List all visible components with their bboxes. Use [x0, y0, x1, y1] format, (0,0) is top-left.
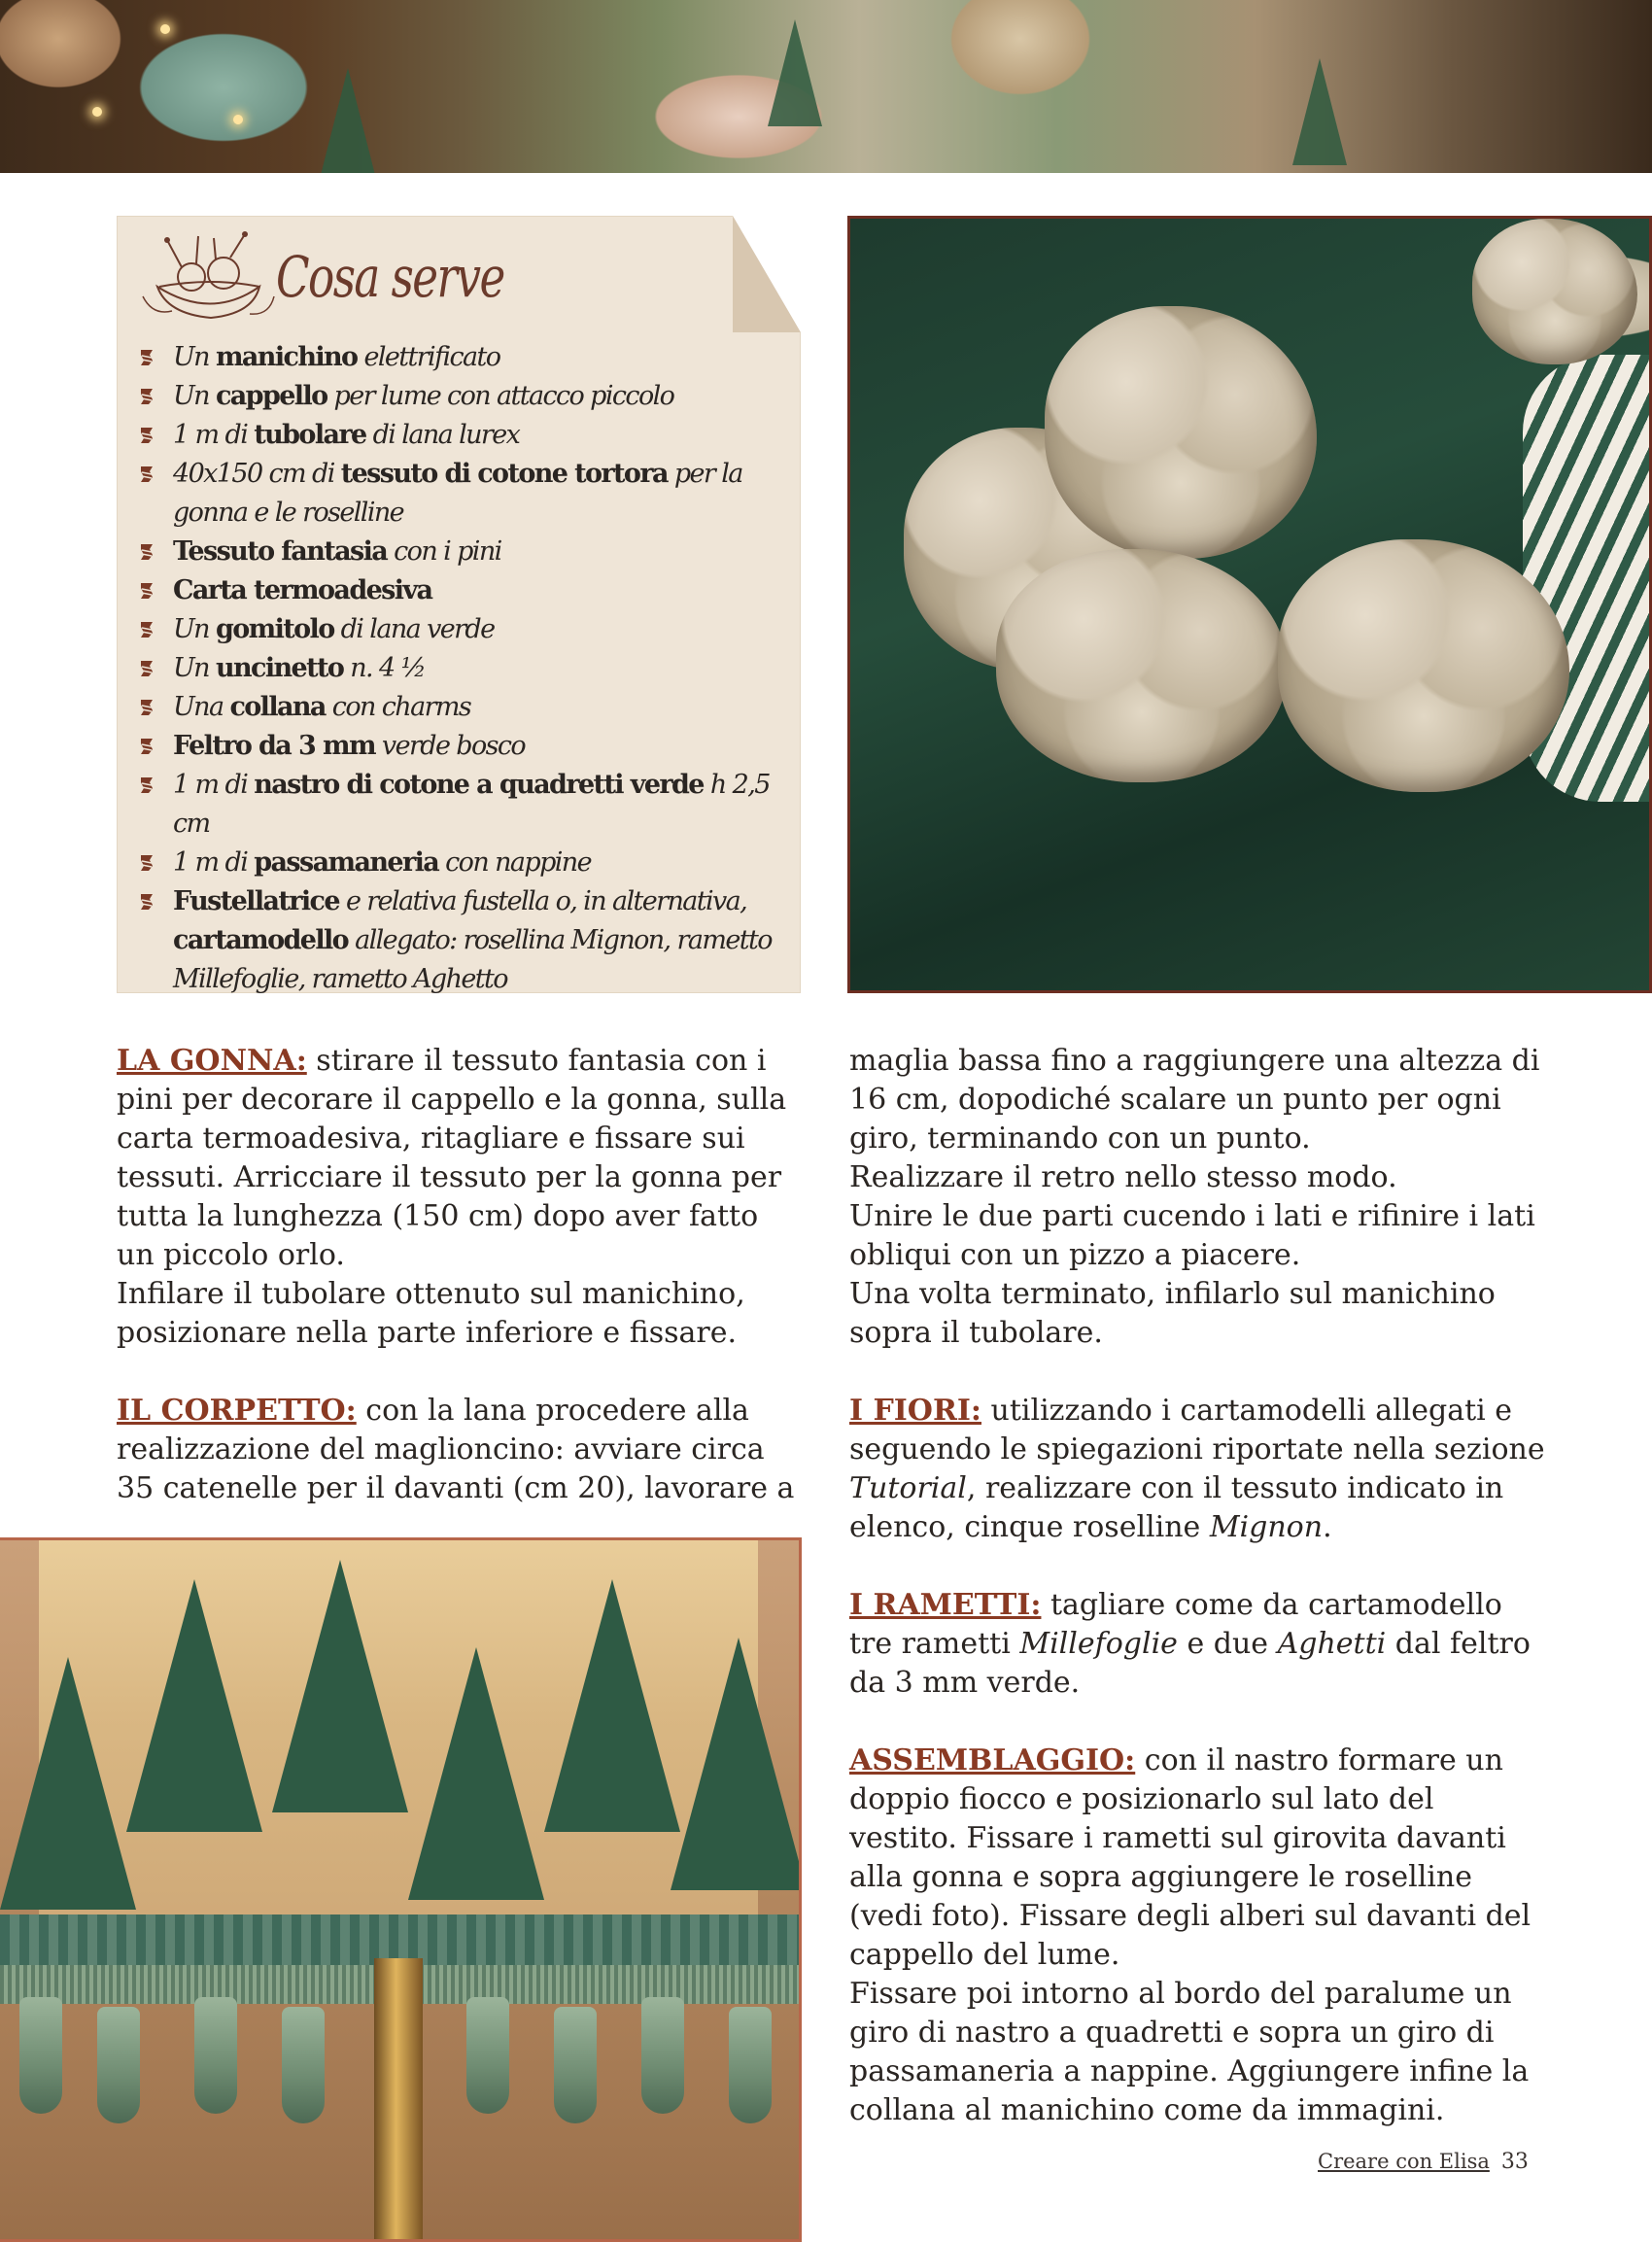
- materials-item-text: 1 m di: [173, 420, 255, 450]
- spool-bullet-icon: [136, 697, 157, 718]
- paper-fold: [733, 216, 801, 332]
- materials-item-text: Un: [173, 653, 216, 683]
- sewing-basket-icon: [138, 228, 284, 326]
- fabric-rose: [1045, 306, 1317, 559]
- materials-item: [134, 571, 795, 610]
- materials-item-text: con charms: [325, 692, 471, 722]
- rametti-text: e due: [1177, 1627, 1278, 1661]
- gonna-text: stirare il tessuto fantasia con i pini per decorare il cappello e la gonna, sulla carta termoadesiva, ritagliare e fissare sui tessuti. Arricciare il tessuto per la gonna per tutta la lunghezza (150 cm) dopo aver fatto un piccolo orlo.: [117, 1044, 787, 1272]
- materials-item-text: allegato: rosellina Mignon, rametto Millefoglie, rametto Aghetto: [173, 925, 772, 994]
- materials-item-text: per la gonna e le roselline: [173, 459, 742, 528]
- fiori-text: , realizzare con il tessuto indicato in elenco, cinque roselline: [849, 1471, 1504, 1544]
- materials-item: [134, 455, 795, 533]
- photo-tree: [321, 68, 375, 173]
- spool-bullet-icon: [136, 425, 157, 446]
- corpetto-heading: IL CORPETTO:: [117, 1394, 357, 1428]
- materials-item: [134, 766, 795, 844]
- tassel: [466, 1997, 509, 2114]
- pine-tree: [272, 1560, 408, 1812]
- spool-bullet-icon: [136, 580, 157, 602]
- page-footer: [1318, 2150, 1529, 2174]
- tassel: [282, 2007, 325, 2123]
- gonna-paragraph: [117, 1042, 801, 1275]
- materials-item-key: passamaneria: [254, 847, 439, 878]
- materials-item-text: Un: [173, 342, 216, 372]
- materials-item-key: tubolare: [254, 420, 366, 450]
- materials-item: [134, 882, 795, 999]
- assemblaggio-heading: ASSEMBLAGGIO:: [849, 1743, 1136, 1777]
- materials-item-key: tessuto di cotone tortora: [340, 459, 668, 489]
- pine-tree: [544, 1579, 680, 1832]
- right-column: [849, 1042, 1549, 2130]
- materials-card: [117, 216, 801, 993]
- fiori-paragraph: [849, 1392, 1549, 1547]
- fiori-tutorial: Tutorial: [849, 1471, 967, 1505]
- materials-item-text: verde bosco: [374, 731, 526, 761]
- tassel: [641, 1997, 684, 2114]
- materials-list: [134, 338, 795, 999]
- pine-tree: [126, 1579, 262, 1832]
- materials-item-text: 40x150 cm di: [173, 459, 341, 489]
- rametti-millefoglie: Millefoglie: [1019, 1627, 1178, 1661]
- pine-tree: [671, 1638, 802, 1890]
- materials-item-key: Fustellatrice: [173, 886, 339, 916]
- tassel: [19, 1997, 62, 2114]
- fiori-text: .: [1323, 1510, 1332, 1544]
- materials-item: [134, 844, 795, 882]
- spool-bullet-icon: [136, 775, 157, 796]
- materials-item-text: elettrificato: [357, 342, 500, 372]
- tassel: [554, 2007, 597, 2123]
- materials-item-key: Tessuto fantasia: [173, 536, 388, 567]
- corpetto-text: con la lana procedere alla realizzazione del maglioncino: avviare circa 35 catenelle per il davanti (cm 20), lavorare a: [117, 1394, 795, 1505]
- corpetto-cont-2: Realizzare il retro nello stesso modo.: [849, 1160, 1397, 1194]
- spool-bullet-icon: [136, 852, 157, 874]
- rametti-text: tagliare come da cartamodello tre rametti: [849, 1588, 1502, 1661]
- materials-item-text: Un: [173, 381, 216, 411]
- materials-item: [134, 338, 795, 377]
- gonna-heading: LA GONNA:: [117, 1044, 307, 1078]
- materials-item-text: con nappine: [438, 847, 591, 878]
- spool-bullet-icon: [136, 658, 157, 679]
- tassel: [194, 1997, 237, 2114]
- materials-item-key: gomitolo: [215, 614, 334, 644]
- rametti-aghetti: Aghetti: [1277, 1627, 1387, 1661]
- materials-item-text: 1 m di: [173, 847, 255, 878]
- page-number: 33: [1500, 2150, 1529, 2174]
- materials-item: [134, 649, 795, 688]
- materials-item-text: 1 m di: [173, 770, 255, 800]
- materials-item-key: uncinetto: [215, 653, 344, 683]
- materials-item-key: cappello: [215, 381, 327, 411]
- materials-item-text: di lana verde: [333, 614, 495, 644]
- corpetto-cont-1: maglia bassa fino a raggiungere una altezza di 16 cm, dopodiché scalare un punto per ogni giro, terminando con un punto.: [849, 1044, 1540, 1155]
- materials-item-text: per lume con attacco piccolo: [327, 381, 674, 411]
- assemblaggio-text: con il nastro formare un doppio fiocco e posizionarlo sul lato del vestito. Fissare i rametti sul girovita davanti alla gonna e sopra aggiungere le roselline (vedi foto). Fissare degli alberi sul davanti del cappello del lume.: [849, 1743, 1532, 1972]
- materials-item: [134, 377, 795, 416]
- materials-item: [134, 610, 795, 649]
- materials-title: Cosa serve: [276, 244, 504, 310]
- materials-item-text: n. 4 ½: [343, 653, 426, 683]
- photo-light: [160, 24, 170, 34]
- rametti-text: dal feltro da 3 mm verde.: [849, 1627, 1531, 1700]
- lampshade-photo: [0, 1537, 802, 2242]
- fiori-text: utilizzando i cartamodelli allegati e seguendo le spiegazioni riportate nella sezione: [849, 1394, 1545, 1466]
- spool-bullet-icon: [136, 891, 157, 913]
- materials-item-key: Carta termoadesiva: [173, 575, 432, 605]
- spool-bullet-icon: [136, 464, 157, 485]
- spool-bullet-icon: [136, 736, 157, 757]
- materials-item-text: e relativa fustella o, in alternativa,: [338, 886, 747, 916]
- materials-item-text: con i pini: [387, 536, 501, 567]
- materials-item-key: Feltro da 3 mm: [173, 731, 375, 761]
- materials-item: [134, 727, 795, 766]
- fiori-mignon: Mignon: [1209, 1510, 1324, 1544]
- fiori-heading: I FIORI:: [849, 1394, 981, 1428]
- materials-item-key: collana: [229, 692, 326, 722]
- spool-bullet-icon: [136, 619, 157, 640]
- corpetto-paragraph: [117, 1392, 801, 1508]
- assemblaggio-paragraph-2: Fissare poi intorno al bordo del paralume un giro di nastro a quadretti e sopra un giro di passamaneria a nappine. Aggiungere infine la collana al manichino come da immagini.: [849, 1977, 1530, 2127]
- fabric-rose: [996, 549, 1288, 782]
- photo-tree: [768, 19, 822, 126]
- roses-photo: [847, 216, 1652, 993]
- materials-header: [138, 224, 568, 330]
- materials-item-text: di lana lurex: [365, 420, 520, 450]
- materials-item-key: cartamodello: [173, 925, 349, 955]
- fabric-rose: [1472, 219, 1637, 364]
- photo-tree: [1292, 58, 1347, 165]
- magazine-name: Creare con Elisa: [1318, 2150, 1490, 2173]
- spool-bullet-icon: [136, 386, 157, 407]
- top-photo: [0, 0, 1652, 173]
- photo-light: [233, 115, 243, 124]
- lamp-base: [374, 1958, 423, 2242]
- materials-item-text: Un: [173, 614, 216, 644]
- pine-tree: [408, 1647, 544, 1900]
- left-column: [117, 1042, 801, 1508]
- materials-item-text: h 2,5 cm: [173, 770, 770, 839]
- materials-item-key: manichino: [215, 342, 358, 372]
- tassel: [729, 2007, 772, 2123]
- materials-item-key: nastro di cotone a quadretti verde: [254, 770, 704, 800]
- spool-bullet-icon: [136, 541, 157, 563]
- rametti-paragraph: [849, 1586, 1549, 1703]
- spool-bullet-icon: [136, 347, 157, 368]
- materials-item: [134, 533, 795, 571]
- pine-tree: [0, 1657, 136, 1910]
- materials-item: [134, 688, 795, 727]
- assemblaggio-paragraph: [849, 1742, 1549, 1975]
- materials-item-text: Una: [173, 692, 230, 722]
- corpetto-cont-4: Una volta terminato, infilarlo sul manichino sopra il tubolare.: [849, 1277, 1496, 1350]
- tassel: [97, 2007, 140, 2123]
- corpetto-cont-3: Unire le due parti cucendo i lati e rifinire i lati obliqui con un pizzo a piacere.: [849, 1199, 1535, 1272]
- materials-item: [134, 416, 795, 455]
- gonna-paragraph-2: Infilare il tubolare ottenuto sul manichino, posizionare nella parte inferiore e fissare.: [117, 1277, 745, 1350]
- rametti-heading: I RAMETTI:: [849, 1588, 1042, 1622]
- photo-light: [92, 107, 102, 117]
